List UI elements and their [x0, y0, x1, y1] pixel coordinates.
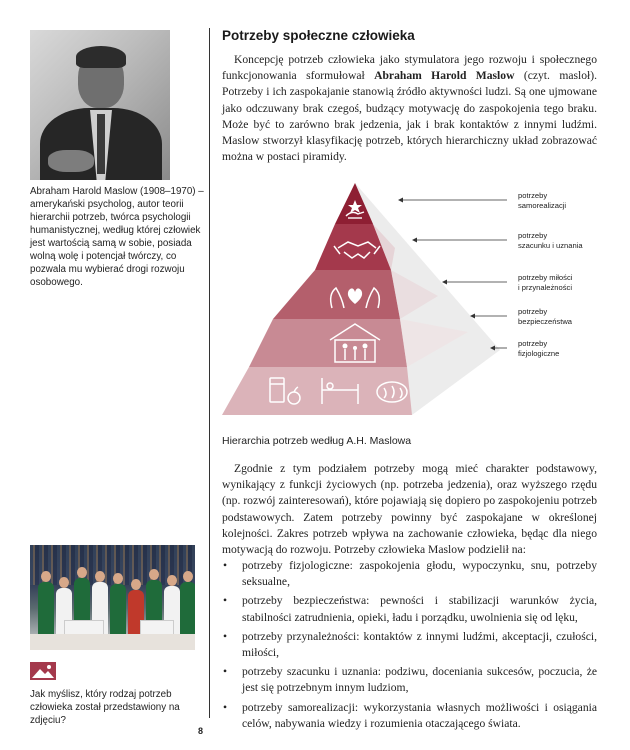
intro-paragraph: Koncepcję potrzeb człowieka jako stymulatora jego rozwoju i społecznego funkcjonowania sformułował Abraham Harold Maslow (czyt. masloł). Potrzeby i ich zaspokajanie stanowią źródło aktywności ludzi. Są one ujmowane jako odczuwany brak czegoś, budzący motywację do zaspokojenia tego braku. Może być to zarówno brak jedzenia, jak i brak kontaktów z innymi ludźmi. Maslow stworzył klasyfikację potrzeb, których hierarchiczny układ zobrazować można w postaci piramidy.	[222, 53, 598, 164]
pyramid-label-5-line1: potrzeby	[518, 339, 548, 348]
needs-list	[222, 558, 597, 735]
portrait-caption: Abraham Harold Maslow (1908–1970) – amerykański psycholog, autor teorii hierarchii potrzeb, twórca psychologii humanistycznej, według której człowiek jest wartością samą w sobie, posiada wolną wolę i potencjał twórczy, co pozwala mu wybierać drogi rozwoju osobowego.	[30, 186, 204, 288]
pyramid-label-2-line1: potrzeby	[518, 231, 548, 240]
mountain-photo-icon	[30, 662, 56, 680]
list-item: • potrzeby szacunku i uznania: podziwu, doceniania sukcesów, poczucia, że jest się potrzebnym innym ludziom,	[223, 665, 597, 695]
bullet: •	[223, 629, 228, 643]
figure-caption: Hierarchia potrzeb według A.H. Maslowa	[222, 435, 412, 447]
volleyball-team-photo	[30, 545, 195, 650]
pyramid-label-4-line1: potrzeby	[518, 307, 548, 316]
maslow-name: Abraham Harold Maslow	[374, 69, 515, 83]
pyramid-label-4-line2: bezpieczeństwa	[518, 317, 573, 326]
pyramid-label-2-line2: szacunku i uznania	[518, 241, 583, 250]
list-item: • potrzeby bezpieczeństwa: pewności i stabilizacji warunków życia, stabilności zatrudnienia, opieki, ładu i porządku, uwolnienia się od lęku,	[223, 594, 597, 624]
pyramid-label-3-line1: potrzeby miłości	[518, 273, 573, 282]
list-item: • potrzeby przynależności: kontaktów z innymi ludźmi, akceptacji, czułości, miłości,	[223, 629, 597, 660]
photo-question: Jak myślisz, który rodzaj potrzeb człowieka został przedstawiony na zdjęciu?	[30, 689, 180, 726]
section-title: Potrzeby społeczne człowieka	[222, 28, 415, 43]
bullet: •	[223, 700, 228, 714]
pyramid-label-1-line1: potrzeby	[518, 191, 548, 200]
pyramid-label-1-line2: samorealizacji	[518, 201, 567, 210]
maslow-pyramid	[222, 178, 612, 420]
pyramid-label-3-line2: i przynależności	[518, 283, 573, 292]
bullet: •	[223, 665, 228, 679]
column-divider	[209, 28, 210, 718]
pyramid-label-5-line2: fizjologiczne	[518, 349, 560, 358]
maslow-portrait-photo	[30, 30, 170, 180]
pyramid-level-4	[249, 319, 407, 367]
pyramid-level-5	[222, 367, 412, 415]
bullet: •	[223, 559, 228, 572]
pyramid-level-3	[273, 270, 400, 319]
list-item: • potrzeby samorealizacji: wykorzystania własnych możliwości i osiągania celów, nabywania wiedzy i rozumienia otaczającego świata.	[223, 700, 597, 730]
list-item: • potrzeby fizjologiczne: zaspokojenia głodu, wypoczynku, snu, potrzeby seksualne,	[223, 559, 597, 589]
classification-paragraph: Zgodnie z tym podziałem potrzeby mogą mieć charakter podstawowy, wynikający z funkcji życiowych (np. potrzeba jedzenia), oraz wyższego rzędu (np. rozwój zainteresowań), które pojawiają się dopiero po zaspokojeniu potrzeb podstawowych. Zatem potrzeby powinny być zaspokajane w określonej kolejności. Zakres potrzeb wpływa na zachowanie człowieka, będąc dla niego motywacją do rozwoju. Potrzeby człowieka Maslow podzielił na:	[222, 462, 597, 557]
bullet: •	[223, 594, 228, 608]
page-number: 8	[198, 726, 204, 736]
